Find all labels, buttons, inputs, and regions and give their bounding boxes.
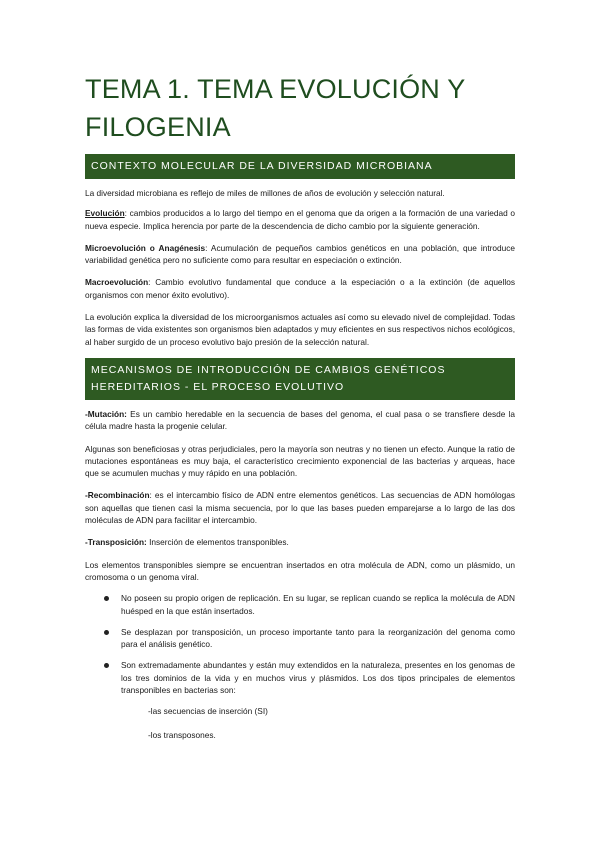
term-macroevolucion: Macroevolución [85, 277, 149, 288]
list-item-text: Se desplazan por transposición, un proceso importante tanto para la reorganización del genoma como para el análisis genético. [121, 626, 515, 650]
paragraph-transposicion-intro: Los elementos transponibles siempre se encuentran insertados en otra molécula de ADN, como un plásmido, un cromosoma o un genoma viral. [85, 559, 515, 582]
sub-item-transposones: -los transposones. [148, 729, 216, 740]
bullet-icon [104, 663, 109, 668]
text-macroevolucion: : Cambio evolutivo fundamental que conduce a la especiación o a la extinción (de aquellos organismos con menor éxito evolutivo). [85, 277, 515, 300]
sub-item-secuencias: -las secuencias de inserción (SI) [148, 706, 268, 717]
paragraph-closing: La evolución explica la diversidad de los microorganismos actuales así como su elevado nivel de complejidad. Todas las formas de vida existentes son organismos bien adaptados y muy eficientes en sus respectivos nichos ecológicos, al haber surgido de un proceso evolutivo bajo presión de la selección natural. [85, 312, 515, 347]
paragraph-mutacion-extra: Algunas son beneficiosas y otras perjudiciales, pero la mayoría son neutras y no tienen un efecto. Aunque la ratio de mutaciones espontáneas es muy baja, el característico crecimiento exponencial de las bacterias y arqueas, hace que se acumulen muchas y muy rápido en una población. [85, 443, 515, 479]
bullet-list [85, 592, 515, 696]
term-mutacion: -Mutación: [85, 408, 127, 419]
term-recombinacion: -Recombinación [85, 490, 150, 501]
page-title: TEMA 1. TEMA EVOLUCIÓN Y FILOGENIA [85, 74, 465, 142]
section-heading-mecanismos: MECANISMOS DE INTRODUCCIÓN DE CAMBIOS GENÉTICOS HEREDITARIOS - EL PROCESO EVOLUTIVO [85, 358, 515, 400]
paragraph-transposicion [85, 536, 515, 548]
paragraph-mutacion [85, 408, 515, 433]
list-item [85, 592, 515, 617]
list-item [85, 659, 515, 696]
list-item [85, 626, 515, 651]
text-evolucion: : cambios producidos a lo largo del tiempo en el genoma que da origen a la formación de una variedad o nueva especie. Implica herencia por parte de la descendencia de dicho cambio por la siguiente generación. [85, 208, 515, 231]
paragraph-evolucion [85, 207, 515, 232]
bullet-icon [104, 596, 109, 601]
list-item-text: Son extremadamente abundantes y están muy extendidos en la naturaleza, presentes en los genomas de los tres dominios de la vida y en muchos virus y plásmidos. Los dos tipos principales de elementos transponibles en bacterias son: [121, 660, 515, 696]
term-microevolucion: Microevolución o Anagénesis [85, 242, 206, 253]
section-heading-contexto: CONTEXTO MOLECULAR DE LA DIVERSIDAD MICROBIANA [85, 154, 515, 179]
list-item-text: No poseen su propio origen de replicación. En su lugar, se replican cuando se replica la molécula de ADN huésped en la que están insertados. [121, 593, 515, 616]
paragraph-macroevolucion [85, 276, 515, 301]
text-transposicion: Inserción de elementos transponibles. [146, 537, 289, 548]
term-transposicion: -Transposición: [85, 537, 147, 548]
bullet-icon [104, 630, 109, 635]
text-recombinacion: : es el intercambio físico de ADN entre elementos genéticos. Las secuencias de ADN homólogas son aquellas que tienen casi la misma secuencia, por lo que las bases pueden emparejarse a lo largo de las dos moléculas de ADN para facilitar el intercambio. [85, 490, 515, 526]
term-evolucion: Evolución [85, 208, 125, 219]
text-microevolucion: : Acumulación de pequeños cambios genéticos en una población, que introduce variabilidad genética pero no suficiente como para resultar en especiación o extinción. [85, 242, 515, 266]
paragraph-intro: La diversidad microbiana es reflejo de miles de millones de años de evolución y selección natural. [85, 188, 445, 198]
text-mutacion: Es un cambio heredable en la secuencia de bases del genoma, el cual pasa o se transfiere desde la célula madre hasta la progenie celular. [85, 408, 515, 432]
paragraph-microevolucion [85, 242, 515, 267]
paragraph-recombinacion [85, 489, 515, 526]
